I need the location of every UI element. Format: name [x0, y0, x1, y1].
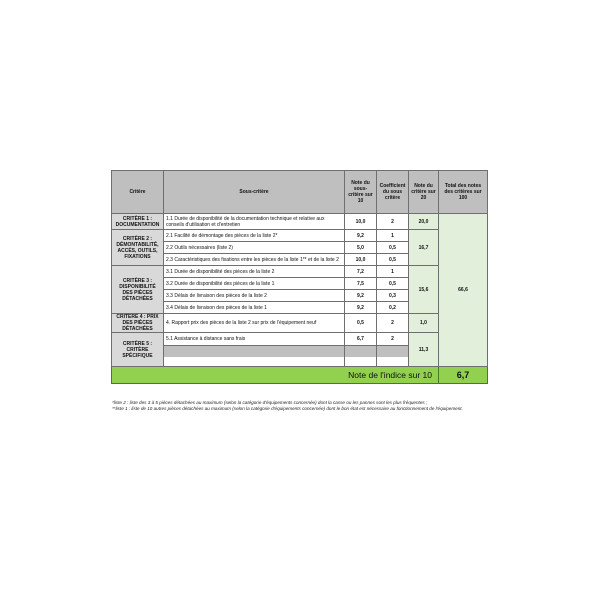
- indice-label: Note de l'indice sur 10: [112, 367, 439, 384]
- header-row: [112, 171, 488, 214]
- total-100: 66,6: [439, 214, 488, 367]
- critere-4-score: 1,0: [409, 314, 439, 333]
- note-4: 0,5: [345, 314, 377, 333]
- critere-5-label: CRITÈRE 5 : CRITÈRE SPÉCIFIQUE: [112, 333, 164, 367]
- coef-1-1: 2: [377, 214, 409, 230]
- sub-criterion-3-1: 3.1 Durée de disponibilité des pièces de la liste 2: [164, 266, 345, 278]
- coef-3-3: 0,3: [377, 290, 409, 302]
- header-sous-critere: Sous-critère: [164, 171, 345, 214]
- coef-5-1: [377, 333, 409, 367]
- table-row: [112, 230, 488, 242]
- header-total: Total des notes des critères sur 100: [439, 171, 488, 214]
- header-coefficient: Coefficient du sous critère: [377, 171, 409, 214]
- note-3-3: 9,2: [345, 290, 377, 302]
- note-3-4: 9,2: [345, 302, 377, 314]
- note-3-2: 7,5: [345, 278, 377, 290]
- note-2-2: 5,0: [345, 242, 377, 254]
- table-row: [112, 214, 488, 230]
- coef-5-1-value: 2: [391, 336, 394, 342]
- indice-row: [112, 367, 488, 384]
- critere-4-label: CRITÈRE 4 : PRIX DES PIÈCES DÉTACHÉES: [112, 314, 164, 333]
- coef-2-1: 1: [377, 230, 409, 242]
- coef-2-2: 0,5: [377, 242, 409, 254]
- footnote-liste-1: **liste 1 : liste de 10 autres pièces détachées au maximum (selon la catégorie d'équipements concernée) dont le bon état est nécessaire au fonctionnement de l'équipement.: [112, 406, 463, 412]
- footnotes: [112, 400, 488, 413]
- note-3-1: 7,2: [345, 266, 377, 278]
- repairability-index-sheet: [111, 170, 487, 384]
- sub-criterion-5-1: [164, 333, 345, 367]
- critere-5-score: 11,3: [409, 333, 439, 367]
- critere-2-score: 16,7: [409, 230, 439, 266]
- sub-criterion-2-2: 2.2 Outils nécessaires (liste 2): [164, 242, 345, 254]
- table-row: [112, 266, 488, 278]
- sub-criterion-4: 4. Rapport prix des pièces de la liste 2 sur prix de l'équipement neuf: [164, 314, 345, 333]
- sub-criterion-5-1-label: 5.1 Assistance à distance sans frais: [166, 336, 246, 342]
- sub-criterion-3-4: 3.4 Délais de livraison des pièces de la liste 1: [164, 302, 345, 314]
- critere-1-label: CRITÈRE 1 : DOCUMENTATION: [112, 214, 164, 230]
- indice-value: 6,7: [439, 367, 488, 384]
- note-5-1: [345, 333, 377, 367]
- repairability-table: [111, 170, 488, 384]
- coef-2-3: 0,5: [377, 254, 409, 266]
- header-note-sous-critere: Note du sous-critère sur 10: [345, 171, 377, 214]
- table-row: [112, 333, 488, 367]
- header-critere: Critère: [112, 171, 164, 214]
- coef-3-1: 1: [377, 266, 409, 278]
- sub-criterion-1-1: 1.1 Durée de disponibilité de la documentation technique et relative aux conseils d'utilisation et d'entretien: [164, 214, 345, 230]
- sub-criterion-2-3: 2.3 Caractéristiques des fixations entre les pièces de la liste 1** et de la liste 2: [164, 254, 345, 266]
- sub-criterion-2-1: 2.1 Facilité de démontage des pièces de la liste 2*: [164, 230, 345, 242]
- footnote-liste-2: *liste 2 : liste des 3 à 5 pièces détachées au maximum (selon la catégorie d'équipements concernée) dont la casse ou les pannes sont les plus fréquentes ;: [112, 400, 428, 405]
- coef-4: 2: [377, 314, 409, 333]
- critere-2-label: CRITÈRE 2 : DÉMONTABILITÉ, ACCÈS, OUTILS, FIXATIONS: [112, 230, 164, 266]
- header-note-critere: Note du critère sur 20: [409, 171, 439, 214]
- blank-row-5-2: [164, 345, 344, 357]
- critere-3-score: 15,6: [409, 266, 439, 314]
- note-1-1: 10,0: [345, 214, 377, 230]
- sub-criterion-3-2: 3.2 Durée de disponibilité des pièces de la liste 1: [164, 278, 345, 290]
- sub-criterion-3-3: 3.3 Délais de livraison des pièces de la liste 2: [164, 290, 345, 302]
- blank-cell-coef-5-2: [377, 345, 408, 357]
- note-5-1-value: 6,7: [357, 336, 364, 342]
- table-row: [112, 314, 488, 333]
- blank-cell-note-5-2: [345, 345, 376, 357]
- coef-3-2: 0,5: [377, 278, 409, 290]
- note-2-3: 10,0: [345, 254, 377, 266]
- coef-3-4: 0,2: [377, 302, 409, 314]
- critere-3-label: CRITÈRE 3 : DISPONIBILITÉ DES PIÈCES DÉTACHÉES: [112, 266, 164, 314]
- critere-1-score: 20,0: [409, 214, 439, 230]
- note-2-1: 9,2: [345, 230, 377, 242]
